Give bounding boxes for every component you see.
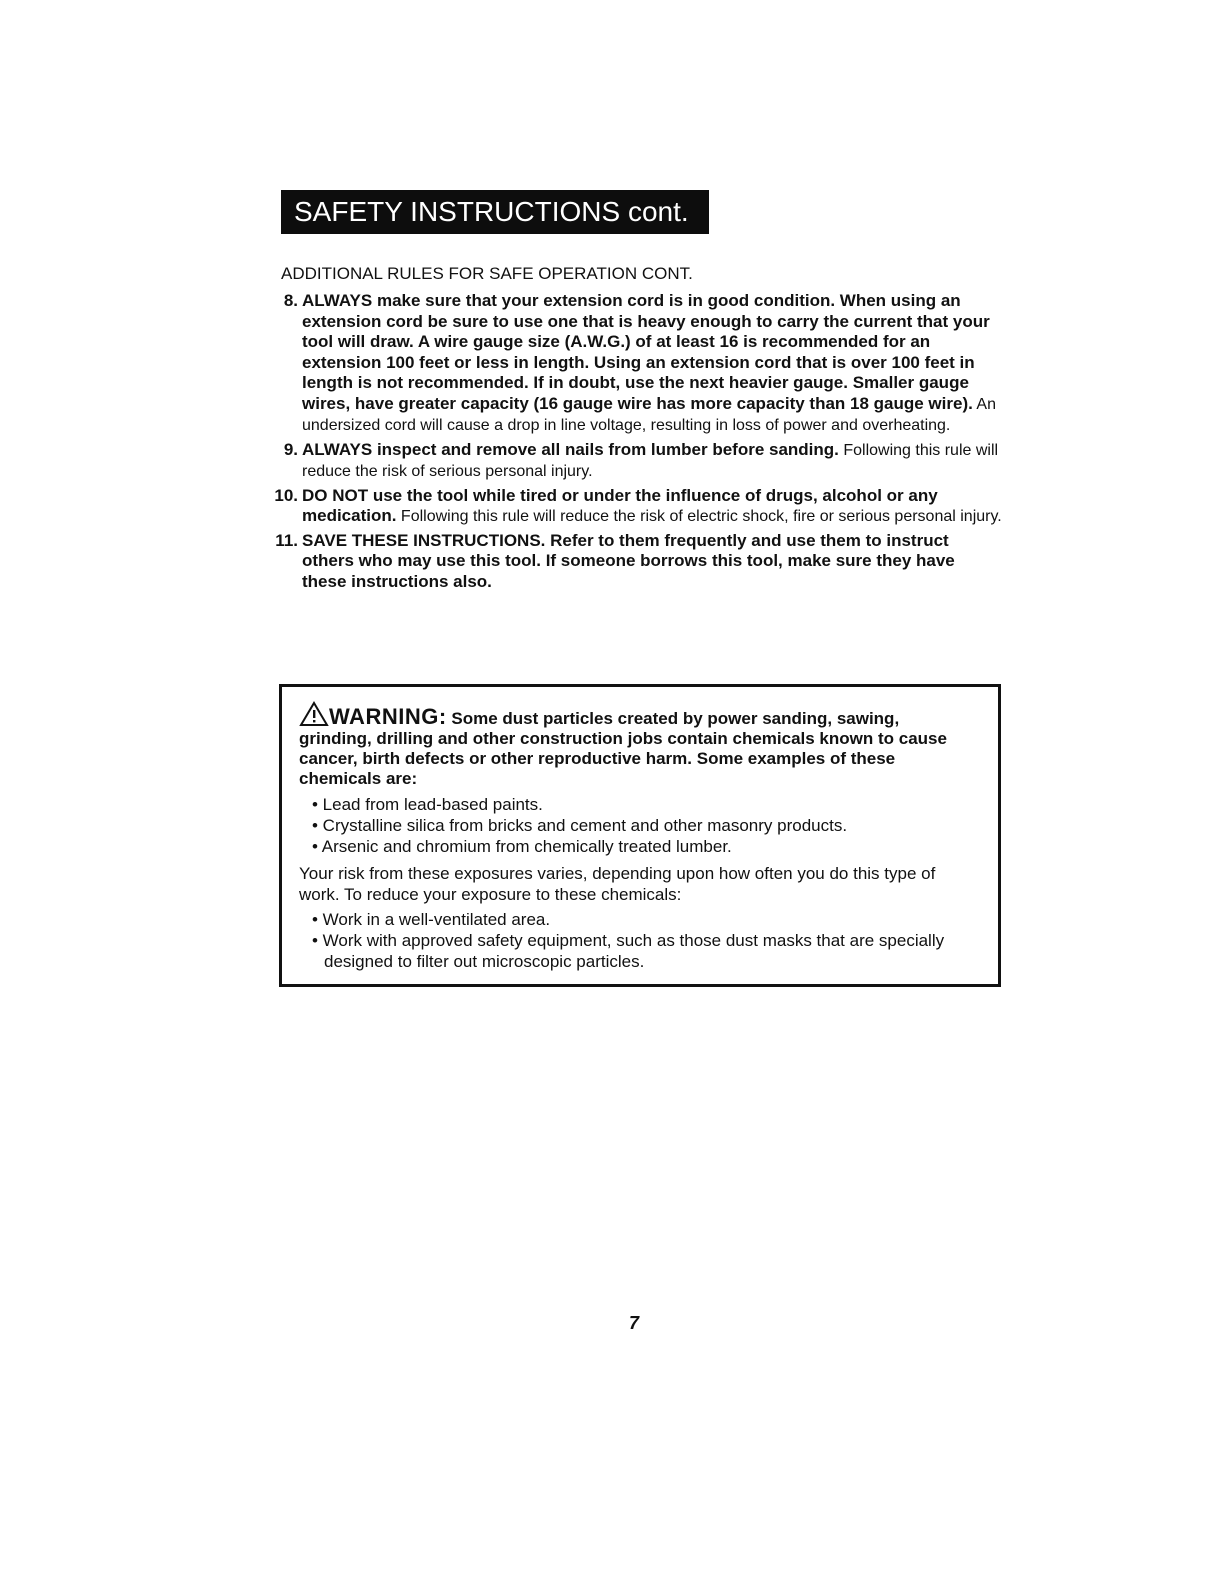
rule-bold-text: SAVE THESE INSTRUCTIONS. Refer to them frequently and use them to instruct others who may use this tool. If someone borrows this tool, make sure they have these instructions also. — [302, 530, 955, 591]
warning-intro: Some dust particles created by power sanding, sawing, grinding, drilling and other construction jobs contain chemicals known to cause cancer, birth defects or other reproductive harm. Some examples of these chemicals are: — [299, 709, 947, 788]
rule-item — [262, 531, 1002, 594]
section-header — [281, 190, 709, 234]
rule-normal-text: Following this rule will reduce the risk of electric shock, fire or serious personal injury. — [396, 508, 1002, 525]
warning-triangle-icon — [299, 701, 329, 727]
rule-item — [262, 291, 1002, 437]
warning-example: • Crystalline silica from bricks and cement and other masonry products. — [312, 816, 848, 835]
page-number: 7 — [629, 1313, 640, 1333]
warning-example: • Arsenic and chromium from chemically treated lumber. — [312, 837, 732, 856]
rule-number: 8. — [283, 291, 298, 310]
warning-measure: • Work with approved safety equipment, such as those dust masks that are specially designed to filter out microscopic particles. — [312, 931, 945, 971]
rule-number: 9. — [283, 439, 298, 459]
warning-heading — [299, 701, 972, 789]
rule-item — [262, 440, 1002, 483]
section-title: SAFETY INSTRUCTIONS cont. — [294, 196, 689, 227]
rule-item — [262, 486, 1002, 528]
warning-box — [279, 684, 1001, 987]
rule-normal-text: An undersized cord will cause a drop in line voltage, resulting in loss of power and overheating. — [302, 395, 996, 434]
warning-example: • Lead from lead-based paints. — [312, 795, 543, 814]
rule-bold-text: DO NOT use the tool while tired or under the influence of drugs, alcohol or any medication. — [302, 485, 938, 525]
warning-measure: • Work in a well-ventilated area. — [312, 910, 551, 929]
rule-number: 11. — [275, 530, 298, 550]
rule-bold-text: ALWAYS inspect and remove all nails from lumber before sanding. — [302, 439, 839, 459]
rule-normal-text: Following this rule will reduce the risk of serious personal injury. — [302, 441, 999, 480]
warning-risk-text: Your risk from these exposures varies, depending upon how often you do this type of work. To reduce your exposure to these chemicals: — [299, 864, 936, 904]
warning-title: WARNING: — [329, 704, 447, 729]
rules-list — [262, 291, 1002, 596]
rule-bold-text: ALWAYS make sure that your extension cord is in good condition. When using an extension cord be sure to use one that is heavy enough to carry the current that your tool will draw. A wire gauge size (A.W.G.) of at least 16 is recommended for an extension 100 feet or less in length. Using an extension cord that is over 100 feet in length is not recommended. If in doubt, use the next heavier gauge. Smaller gauge wires, have greater capacity (16 gauge wire has more capacity than 18 gauge wire). — [302, 291, 990, 413]
subheading: ADDITIONAL RULES FOR SAFE OPERATION CONT. — [281, 264, 693, 283]
rule-number: 10. — [274, 485, 298, 505]
